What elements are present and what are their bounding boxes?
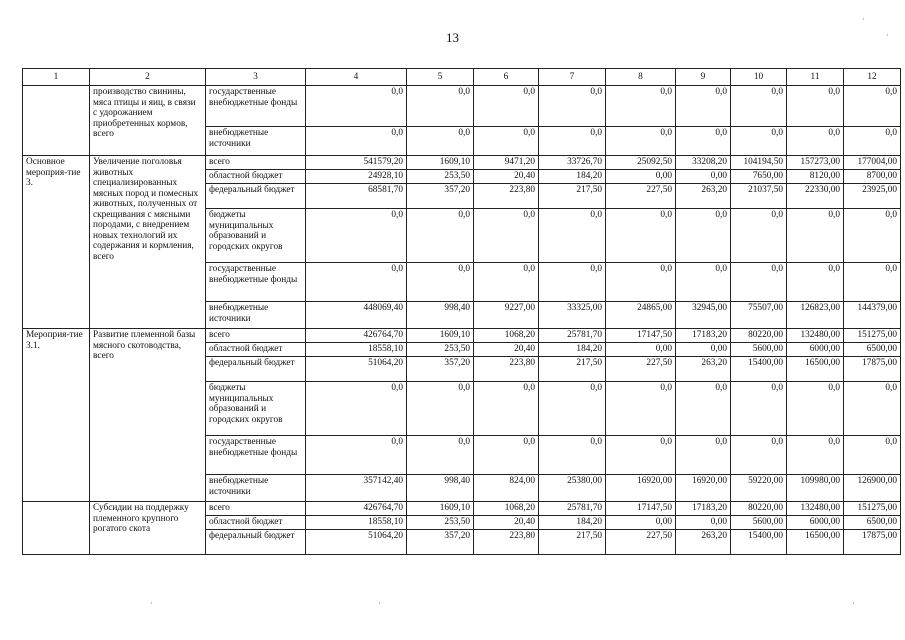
value-cell-col-4: 426764,70 (306, 329, 407, 343)
value-cell-col-6: 223,80 (474, 530, 539, 555)
value-cell-col-5: 253,50 (407, 516, 474, 530)
value-cell-col-7: 25781,70 (539, 502, 606, 516)
value-cell-col-9: 0,00 (676, 170, 731, 184)
funding-source-cell: бюджеты муниципальных образований и городских округов (206, 382, 306, 436)
value-cell-col-9: 33208,20 (676, 156, 731, 170)
funding-source-cell: федеральный бюджет (206, 357, 306, 382)
value-cell-col-8: 0,0 (606, 436, 676, 475)
value-cell-col-12: 23925,00 (844, 184, 901, 209)
value-cell-col-8: 16920,00 (606, 475, 676, 502)
value-cell-col-10: 0,0 (731, 209, 787, 263)
value-cell-col-4: 357142,40 (306, 475, 407, 502)
value-cell-col-9: 263,20 (676, 530, 731, 555)
value-cell-col-6: 20,40 (474, 343, 539, 357)
funding-source-cell: бюджеты муниципальных образований и городских округов (206, 209, 306, 263)
value-cell-col-12: 17875,00 (844, 530, 901, 555)
value-cell-col-12: 144379,00 (844, 302, 901, 329)
value-cell-col-10: 0,0 (731, 263, 787, 302)
measure-code-cell: Основное мероприя-тие 3. (23, 156, 90, 329)
column-header-6: 6 (474, 69, 539, 86)
value-cell-col-8: 0,00 (606, 343, 676, 357)
value-cell-col-12: 6500,00 (844, 343, 901, 357)
value-cell-col-5: 357,20 (407, 530, 474, 555)
value-cell-col-8: 0,00 (606, 516, 676, 530)
column-header-1: 1 (23, 69, 90, 86)
value-cell-col-7: 0,0 (539, 382, 606, 436)
value-cell-col-10: 80220,00 (731, 329, 787, 343)
value-cell-col-12: 0,0 (844, 436, 901, 475)
value-cell-col-5: 0,0 (407, 263, 474, 302)
value-cell-col-12: 8700,00 (844, 170, 901, 184)
value-cell-col-7: 0,0 (539, 127, 606, 156)
value-cell-col-11: 6000,00 (787, 343, 844, 357)
value-cell-col-11: 0,0 (787, 86, 844, 127)
value-cell-col-5: 253,50 (407, 343, 474, 357)
value-cell-col-10: 75507,00 (731, 302, 787, 329)
value-cell-col-9: 263,20 (676, 357, 731, 382)
value-cell-col-9: 32945,00 (676, 302, 731, 329)
value-cell-col-10: 0,0 (731, 86, 787, 127)
value-cell-col-5: 253,50 (407, 170, 474, 184)
value-cell-col-6: 9471,20 (474, 156, 539, 170)
value-cell-col-5: 0,0 (407, 436, 474, 475)
scan-speck: · (378, 598, 381, 608)
value-cell-col-10: 104194,50 (731, 156, 787, 170)
value-cell-col-9: 17183,20 (676, 329, 731, 343)
value-cell-col-11: 6000,00 (787, 516, 844, 530)
value-cell-col-12: 17875,00 (844, 357, 901, 382)
funding-source-cell: государственные внебюджетные фонды (206, 436, 306, 475)
value-cell-col-12: 151275,00 (844, 329, 901, 343)
value-cell-col-4: 541579,20 (306, 156, 407, 170)
measure-name-cell: Развитие племенной базы мясного скотоводства, всего (90, 329, 206, 502)
funding-source-cell: областной бюджет (206, 343, 306, 357)
value-cell-col-9: 0,0 (676, 263, 731, 302)
table-row (23, 156, 901, 170)
value-cell-col-11: 16500,00 (787, 357, 844, 382)
column-header-10: 10 (731, 69, 787, 86)
value-cell-col-6: 223,80 (474, 357, 539, 382)
value-cell-col-8: 0,0 (606, 382, 676, 436)
value-cell-col-6: 0,0 (474, 263, 539, 302)
column-header-5: 5 (407, 69, 474, 86)
funding-source-cell: всего (206, 156, 306, 170)
value-cell-col-11: 22330,00 (787, 184, 844, 209)
value-cell-col-8: 0,0 (606, 209, 676, 263)
value-cell-col-10: 0,0 (731, 436, 787, 475)
value-cell-col-12: 151275,00 (844, 502, 901, 516)
value-cell-col-12: 0,0 (844, 209, 901, 263)
column-header-9: 9 (676, 69, 731, 86)
value-cell-col-4: 0,0 (306, 209, 407, 263)
value-cell-col-9: 0,00 (676, 343, 731, 357)
value-cell-col-9: 0,0 (676, 86, 731, 127)
scan-speck: · (862, 14, 865, 24)
value-cell-col-8: 227,50 (606, 184, 676, 209)
funding-source-cell: внебюджетные источники (206, 475, 306, 502)
funding-source-cell: государственные внебюджетные фонды (206, 86, 306, 127)
value-cell-col-11: 0,0 (787, 382, 844, 436)
value-cell-col-12: 177004,00 (844, 156, 901, 170)
value-cell-col-5: 0,0 (407, 382, 474, 436)
table-row (23, 329, 901, 343)
value-cell-col-6: 0,0 (474, 382, 539, 436)
table-body (23, 86, 901, 555)
scan-speck: · (150, 598, 153, 608)
value-cell-col-11: 109980,00 (787, 475, 844, 502)
value-cell-col-11: 16500,00 (787, 530, 844, 555)
value-cell-col-11: 0,0 (787, 127, 844, 156)
value-cell-col-11: 126823,00 (787, 302, 844, 329)
value-cell-col-9: 263,20 (676, 184, 731, 209)
value-cell-col-10: 7650,00 (731, 170, 787, 184)
value-cell-col-7: 184,20 (539, 516, 606, 530)
value-cell-col-8: 17147,50 (606, 502, 676, 516)
funding-source-cell: областной бюджет (206, 516, 306, 530)
value-cell-col-8: 227,50 (606, 530, 676, 555)
value-cell-col-7: 184,20 (539, 170, 606, 184)
value-cell-col-7: 25380,00 (539, 475, 606, 502)
value-cell-col-10: 5600,00 (731, 516, 787, 530)
value-cell-col-6: 1068,20 (474, 502, 539, 516)
value-cell-col-4: 0,0 (306, 263, 407, 302)
value-cell-col-10: 59220,00 (731, 475, 787, 502)
value-cell-col-6: 0,0 (474, 86, 539, 127)
value-cell-col-11: 132480,00 (787, 502, 844, 516)
value-cell-col-5: 0,0 (407, 127, 474, 156)
value-cell-col-11: 132480,00 (787, 329, 844, 343)
value-cell-col-9: 0,0 (676, 127, 731, 156)
value-cell-col-6: 0,0 (474, 127, 539, 156)
value-cell-col-4: 0,0 (306, 436, 407, 475)
value-cell-col-6: 0,0 (474, 436, 539, 475)
value-cell-col-4: 0,0 (306, 127, 407, 156)
value-cell-col-12: 0,0 (844, 382, 901, 436)
column-header-8: 8 (606, 69, 676, 86)
value-cell-col-5: 357,20 (407, 357, 474, 382)
value-cell-col-10: 15400,00 (731, 530, 787, 555)
column-header-11: 11 (787, 69, 844, 86)
value-cell-col-5: 1609,10 (407, 156, 474, 170)
value-cell-col-5: 0,0 (407, 86, 474, 127)
value-cell-col-9: 0,0 (676, 209, 731, 263)
value-cell-col-10: 0,0 (731, 127, 787, 156)
measure-name-cell: Увеличение поголовья животных специализированных мясных пород и помесных животных, полученных от скрещивания с мясными породами, с внедрением новых технологий их содержания и кормления, всего (90, 156, 206, 329)
value-cell-col-11: 0,0 (787, 209, 844, 263)
value-cell-col-7: 217,50 (539, 530, 606, 555)
value-cell-col-10: 0,0 (731, 382, 787, 436)
value-cell-col-5: 1609,10 (407, 502, 474, 516)
header-row (23, 69, 901, 86)
value-cell-col-5: 1609,10 (407, 329, 474, 343)
column-header-7: 7 (539, 69, 606, 86)
value-cell-col-4: 24928,10 (306, 170, 407, 184)
value-cell-col-7: 33726,70 (539, 156, 606, 170)
value-cell-col-4: 448069,40 (306, 302, 407, 329)
measure-name-cell: Субсидии на поддержку племенного крупного рогатого скота (90, 502, 206, 555)
value-cell-col-6: 9227,00 (474, 302, 539, 329)
column-header-4: 4 (306, 69, 407, 86)
value-cell-col-4: 18558,10 (306, 516, 407, 530)
value-cell-col-4: 68581,70 (306, 184, 407, 209)
value-cell-col-9: 0,0 (676, 436, 731, 475)
table-row (23, 86, 901, 127)
value-cell-col-8: 17147,50 (606, 329, 676, 343)
value-cell-col-9: 0,00 (676, 516, 731, 530)
value-cell-col-6: 0,0 (474, 209, 539, 263)
value-cell-col-8: 25092,50 (606, 156, 676, 170)
value-cell-col-6: 20,40 (474, 170, 539, 184)
value-cell-col-7: 33325,00 (539, 302, 606, 329)
measure-code-cell (23, 86, 90, 156)
measure-name-cell: производство свинины, мяса птицы и яиц, в связи с удорожанием приобретенных кормов, всего (90, 86, 206, 156)
table-row (23, 502, 901, 516)
value-cell-col-5: 357,20 (407, 184, 474, 209)
value-cell-col-8: 24865,00 (606, 302, 676, 329)
funding-source-cell: всего (206, 329, 306, 343)
value-cell-col-10: 15400,00 (731, 357, 787, 382)
funding-source-cell: государственные внебюджетные фонды (206, 263, 306, 302)
value-cell-col-12: 0,0 (844, 127, 901, 156)
value-cell-col-7: 0,0 (539, 436, 606, 475)
budget-table (22, 68, 901, 555)
funding-source-cell: всего (206, 502, 306, 516)
funding-source-cell: внебюджетные источники (206, 127, 306, 156)
column-header-3: 3 (206, 69, 306, 86)
value-cell-col-8: 0,00 (606, 170, 676, 184)
value-cell-col-9: 17183,20 (676, 502, 731, 516)
scan-speck: · (852, 598, 855, 608)
value-cell-col-11: 0,0 (787, 263, 844, 302)
value-cell-col-6: 223,80 (474, 184, 539, 209)
funding-source-cell: федеральный бюджет (206, 184, 306, 209)
value-cell-col-8: 227,50 (606, 357, 676, 382)
value-cell-col-12: 0,0 (844, 86, 901, 127)
value-cell-col-8: 0,0 (606, 263, 676, 302)
value-cell-col-5: 998,40 (407, 475, 474, 502)
value-cell-col-4: 18558,10 (306, 343, 407, 357)
funding-source-cell: федеральный бюджет (206, 530, 306, 555)
value-cell-col-9: 16920,00 (676, 475, 731, 502)
value-cell-col-10: 5600,00 (731, 343, 787, 357)
value-cell-col-11: 8120,00 (787, 170, 844, 184)
column-header-2: 2 (90, 69, 206, 86)
value-cell-col-7: 0,0 (539, 86, 606, 127)
funding-source-cell: внебюджетные источники (206, 302, 306, 329)
value-cell-col-7: 0,0 (539, 209, 606, 263)
value-cell-col-9: 0,0 (676, 382, 731, 436)
value-cell-col-10: 80220,00 (731, 502, 787, 516)
scan-speck: · (886, 30, 889, 40)
value-cell-col-5: 0,0 (407, 209, 474, 263)
value-cell-col-10: 21037,50 (731, 184, 787, 209)
value-cell-col-6: 20,40 (474, 516, 539, 530)
value-cell-col-7: 217,50 (539, 184, 606, 209)
value-cell-col-12: 0,0 (844, 263, 901, 302)
value-cell-col-7: 184,20 (539, 343, 606, 357)
value-cell-col-4: 0,0 (306, 382, 407, 436)
page-number: 13 (446, 30, 459, 45)
value-cell-col-7: 0,0 (539, 263, 606, 302)
column-header-12: 12 (844, 69, 901, 86)
value-cell-col-11: 157273,00 (787, 156, 844, 170)
value-cell-col-7: 25781,70 (539, 329, 606, 343)
value-cell-col-5: 998,40 (407, 302, 474, 329)
measure-code-cell: Мероприя-тие 3.1. (23, 329, 90, 502)
value-cell-col-12: 6500,00 (844, 516, 901, 530)
value-cell-col-4: 0,0 (306, 86, 407, 127)
value-cell-col-11: 0,0 (787, 436, 844, 475)
value-cell-col-8: 0,0 (606, 127, 676, 156)
value-cell-col-6: 824,00 (474, 475, 539, 502)
value-cell-col-4: 426764,70 (306, 502, 407, 516)
value-cell-col-12: 126900,00 (844, 475, 901, 502)
value-cell-col-8: 0,0 (606, 86, 676, 127)
value-cell-col-4: 51064,20 (306, 357, 407, 382)
value-cell-col-4: 51064,20 (306, 530, 407, 555)
value-cell-col-6: 1068,20 (474, 329, 539, 343)
measure-code-cell (23, 502, 90, 555)
value-cell-col-7: 217,50 (539, 357, 606, 382)
funding-source-cell: областной бюджет (206, 170, 306, 184)
